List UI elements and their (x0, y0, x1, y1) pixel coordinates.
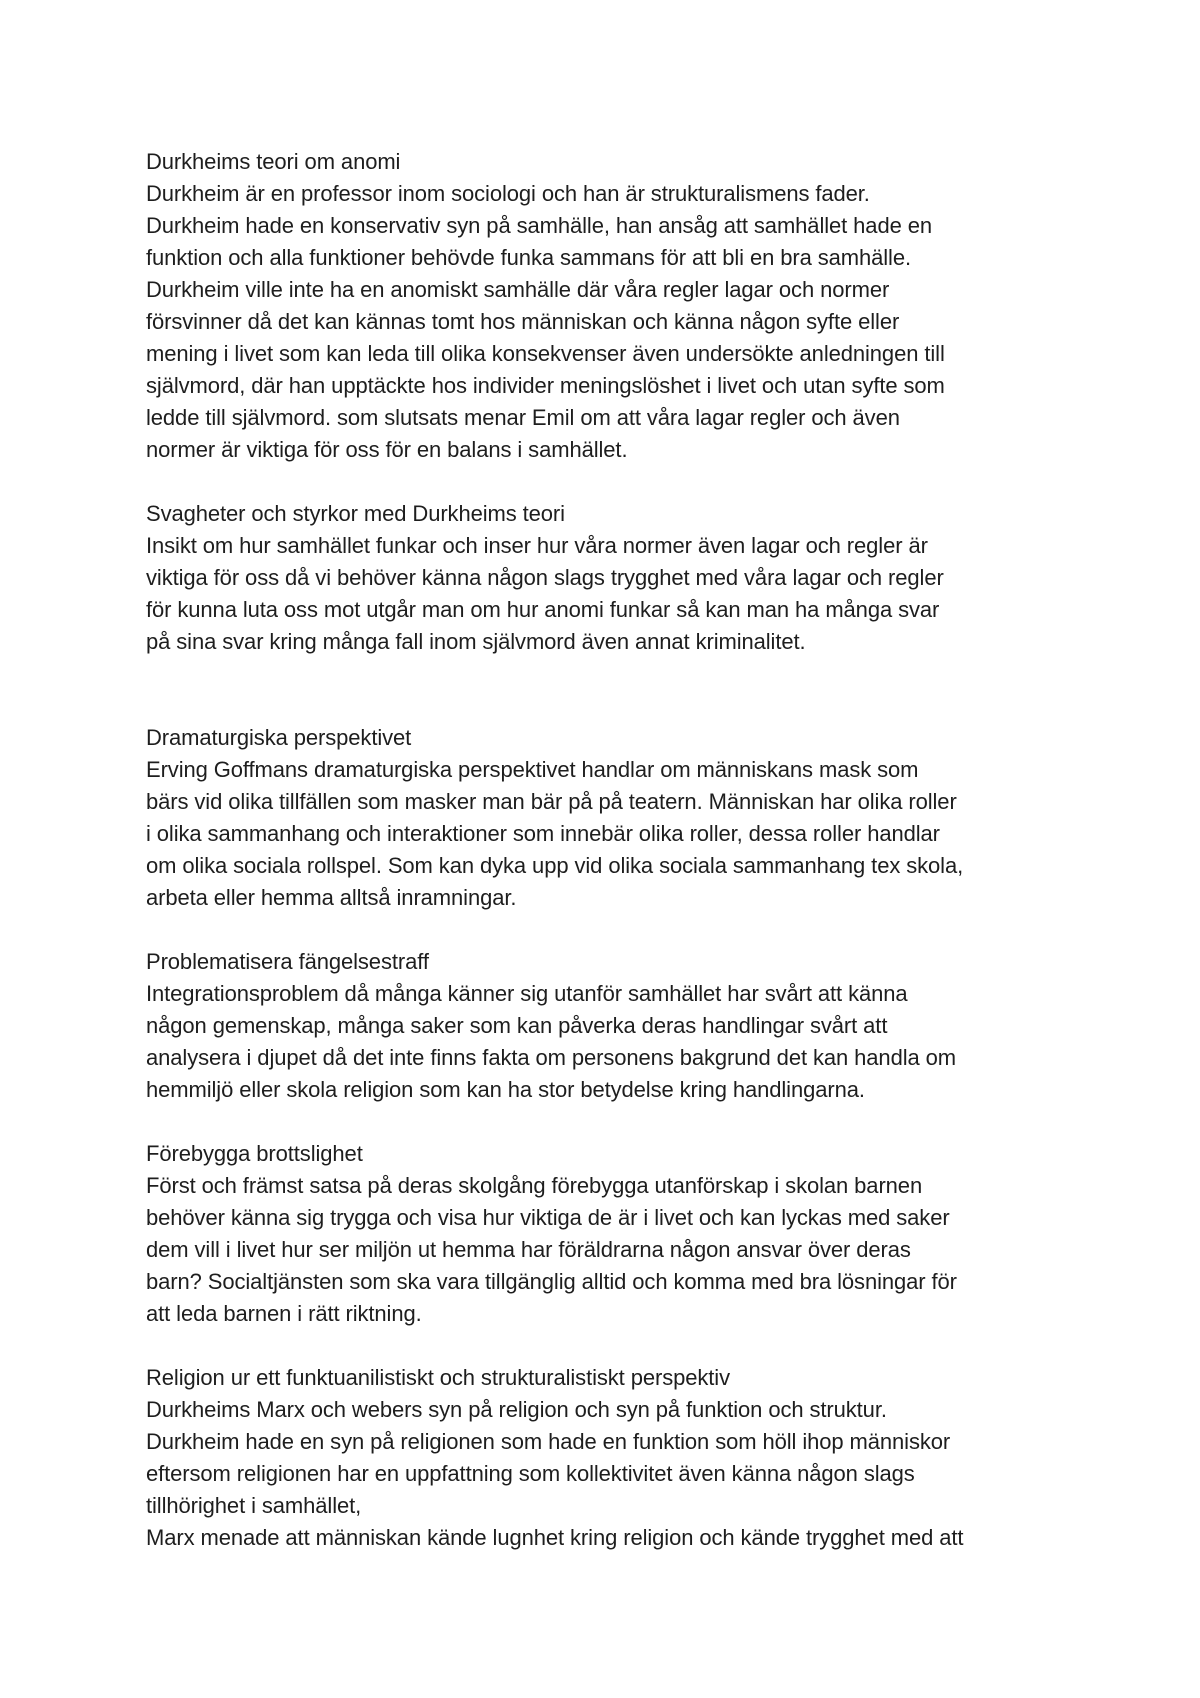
paragraph-line: Integrationsproblem då många känner sig utanför samhället har svårt att känna (146, 981, 908, 1006)
paragraph-line: på sina svar kring många fall inom självmord även annat kriminalitet. (146, 629, 806, 654)
paragraph-line: om olika sociala rollspel. Som kan dyka upp vid olika sociala sammanhang tex skola, (146, 853, 964, 878)
paragraph-spacer (146, 1330, 1066, 1362)
section-heading: Durkheims teori om anomi (146, 149, 401, 174)
paragraph-line: Durkheims Marx och webers syn på religion och syn på funktion och struktur. (146, 1397, 887, 1422)
section-heading: Religion ur ett funktuanilistiskt och strukturalistiskt perspektiv (146, 1365, 730, 1390)
paragraph-line: analysera i djupet då det inte finns fakta om personens bakgrund det kan handla om (146, 1045, 957, 1070)
paragraph-spacer (146, 466, 1066, 498)
paragraph-line: arbeta eller hemma alltså inramningar. (146, 885, 517, 910)
section-prison-sentence (146, 946, 1066, 1106)
paragraph-line: i olika sammanhang och interaktioner som innebär olika roller, dessa roller handlar (146, 821, 940, 846)
paragraph-line: tillhörighet i samhället, (146, 1493, 362, 1518)
paragraph-line: ledde till självmord. som slutsats menar Emil om att våra lagar regler och även (146, 405, 900, 430)
document-body (146, 146, 1066, 1554)
paragraph-spacer (146, 1106, 1066, 1138)
section-heading: Förebygga brottslighet (146, 1141, 363, 1166)
paragraph-line: Insikt om hur samhället funkar och inser hur våra normer även lagar och regler är (146, 533, 928, 558)
section-durkheim-anomie (146, 146, 1066, 466)
paragraph-line: hemmiljö eller skola religion som kan ha stor betydelse kring handlingarna. (146, 1077, 865, 1102)
section-weaknesses-strengths (146, 498, 1066, 658)
paragraph-line: viktiga för oss då vi behöver känna någon slags trygghet med våra lagar och regler (146, 565, 944, 590)
paragraph-line: funktion och alla funktioner behövde funka sammans för att bli en bra samhälle. (146, 245, 911, 270)
paragraph-line: Durkheim hade en konservativ syn på samhälle, han ansåg att samhället hade en (146, 213, 932, 238)
paragraph-line: självmord, där han upptäckte hos individer meningslöshet i livet och utan syfte som (146, 373, 945, 398)
paragraph-line: Durkheim hade en syn på religionen som hade en funktion som höll ihop människor (146, 1429, 951, 1454)
paragraph-line: Först och främst satsa på deras skolgång förebygga utanförskap i skolan barnen (146, 1173, 923, 1198)
paragraph-line: någon gemenskap, många saker som kan påverka deras handlingar svårt att (146, 1013, 888, 1038)
paragraph-spacer (146, 658, 1066, 722)
paragraph-line: Durkheim ville inte ha en anomiskt samhälle där våra regler lagar och normer (146, 277, 890, 302)
paragraph-line: försvinner då det kan kännas tomt hos människan och känna någon syfte eller (146, 309, 900, 334)
paragraph-line: eftersom religionen har en uppfattning som kollektivitet även känna någon slags (146, 1461, 915, 1486)
paragraph-line: Durkheim är en professor inom sociologi och han är strukturalismens fader. (146, 181, 870, 206)
section-heading: Problematisera fängelsestraff (146, 949, 429, 974)
section-crime-prevention (146, 1138, 1066, 1330)
paragraph-line: barn? Socialtjänsten som ska vara tillgänglig alltid och komma med bra lösningar för (146, 1269, 957, 1294)
paragraph-line: bärs vid olika tillfällen som masker man bär på på teatern. Människan har olika roller (146, 789, 957, 814)
paragraph-line: för kunna luta oss mot utgår man om hur anomi funkar så kan man ha många svar (146, 597, 940, 622)
section-religion-perspective (146, 1362, 1066, 1554)
paragraph-line: dem vill i livet hur ser miljön ut hemma har föräldrarna någon ansvar över deras (146, 1237, 911, 1262)
section-heading: Dramaturgiska perspektivet (146, 725, 412, 750)
section-dramaturgical (146, 722, 1066, 914)
section-heading: Svagheter och styrkor med Durkheims teori (146, 501, 565, 526)
paragraph-line: Marx menade att människan kände lugnhet kring religion och kände trygghet med att (146, 1525, 964, 1550)
paragraph-line: mening i livet som kan leda till olika konsekvenser även undersökte anledningen till (146, 341, 945, 366)
paragraph-line: behöver känna sig trygga och visa hur viktiga de är i livet och kan lyckas med saker (146, 1205, 950, 1230)
paragraph-line: Erving Goffmans dramaturgiska perspektivet handlar om människans mask som (146, 757, 919, 782)
paragraph-spacer (146, 914, 1066, 946)
paragraph-line: att leda barnen i rätt riktning. (146, 1301, 422, 1326)
paragraph-line: normer är viktiga för oss för en balans i samhället. (146, 437, 628, 462)
